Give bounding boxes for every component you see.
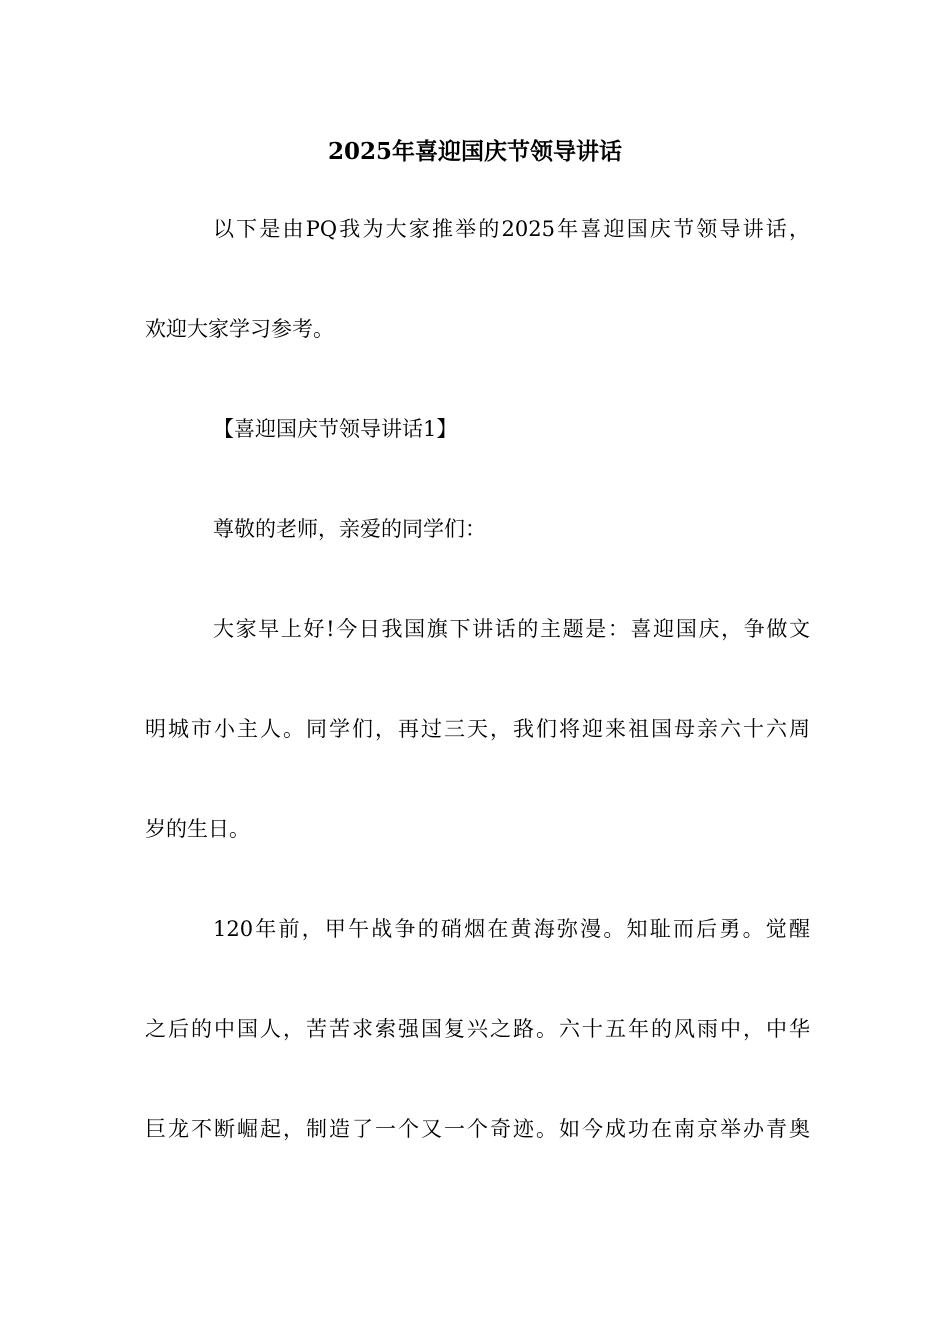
paragraph-line: 之后的中国人，苦苦求索强国复兴之路。六十五年的风雨中，中华	[145, 1017, 810, 1041]
paragraph-line: 以下是由PQ我为大家推举的2025年喜迎国庆节领导讲话，	[213, 217, 810, 241]
paragraph-line: 大家早上好!今日我国旗下讲话的主题是：喜迎国庆，争做文	[213, 617, 810, 641]
salutation-line: 尊敬的老师，亲爱的同学们：	[213, 517, 486, 541]
paragraph-line: 欢迎大家学习参考。	[145, 317, 334, 341]
paragraph-line: 巨龙不断崛起，制造了一个又一个奇迹。如今成功在南京举办青奥	[145, 1117, 810, 1141]
paragraph-line: 岁的生日。	[145, 817, 250, 841]
paragraph-line: 明城市小主人。同学们，再过三天，我们将迎来祖国母亲六十六周	[145, 717, 810, 741]
document-title: 2025年喜迎国庆节领导讲话	[327, 138, 622, 165]
paragraph-line: 120年前，甲午战争的硝烟在黄海弥漫。知耻而后勇。觉醒	[213, 917, 810, 941]
section-heading: 【喜迎国庆节领导讲话1】	[213, 417, 458, 441]
